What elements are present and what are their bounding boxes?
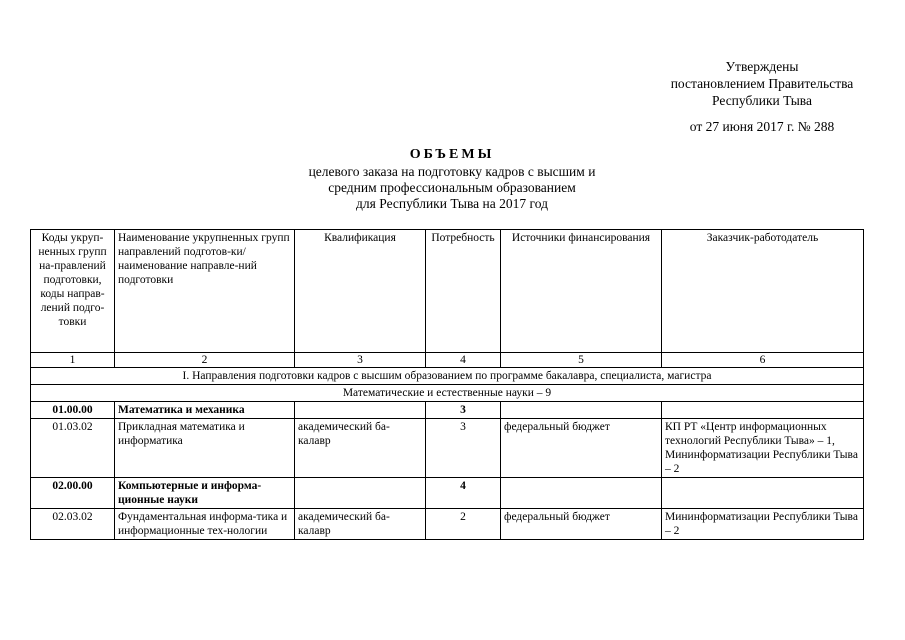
row-code: 01.03.02 (31, 419, 115, 478)
row-employer: КП РТ «Центр информационных технологий Республики Тыва» – 1, Мининформатизации Республики Тыва – 2 (662, 419, 864, 478)
document-heading (232, 146, 672, 212)
row-code: 02.00.00 (31, 478, 115, 509)
table-row (31, 419, 864, 478)
column-number: 6 (662, 353, 864, 368)
row-name: Компьютерные и информа-ционные науки (115, 478, 295, 509)
approval-line-3: Республики Тыва (712, 93, 812, 108)
approval-block (652, 58, 872, 135)
section-title: I. Направления подготовки кадров с высшим образованием по программе бакалавра, специалиста, магистра (31, 368, 864, 385)
row-name: Математика и механика (115, 402, 295, 419)
title-line-1: целевого заказа на подготовку кадров с высшим и (308, 164, 596, 179)
subsection-row (31, 385, 864, 402)
column-number: 4 (426, 353, 501, 368)
row-employer: Мининформатизации Республики Тыва – 2 (662, 509, 864, 540)
approval-line-2: постановлением Правительства (670, 76, 854, 91)
section-row (31, 368, 864, 385)
header-codes: Коды укруп-ненных групп на-правлений подготовки, коды направ-лений подго-товки (31, 230, 115, 353)
column-number: 1 (31, 353, 115, 368)
row-need: 3 (426, 402, 501, 419)
subsection-title: Математические и естественные науки – 9 (31, 385, 864, 402)
column-number-row (31, 353, 864, 368)
row-need: 4 (426, 478, 501, 509)
column-number: 5 (501, 353, 662, 368)
row-qualification: академический ба-калавр (295, 509, 426, 540)
approval-line-1: Утверждены (725, 59, 799, 74)
header-qualification: Квалификация (295, 230, 426, 353)
row-funding (501, 402, 662, 419)
row-need: 2 (426, 509, 501, 540)
column-number: 3 (295, 353, 426, 368)
row-funding: федеральный бюджет (501, 509, 662, 540)
title-line-3: для Республики Тыва на 2017 год (356, 196, 548, 211)
title-line-2: средним профессиональным образованием (328, 180, 576, 195)
column-number: 2 (115, 353, 295, 368)
row-qualification (295, 402, 426, 419)
table-header-row (31, 230, 864, 353)
header-funding: Источники финансирования (501, 230, 662, 353)
orders-table (30, 229, 864, 540)
row-code: 02.03.02 (31, 509, 115, 540)
header-name: Наименование укрупненных групп направлений подготов-ки/ наименование направле-ний подготовки (115, 230, 295, 353)
row-qualification: академический ба-калавр (295, 419, 426, 478)
row-funding (501, 478, 662, 509)
header-employer: Заказчик-работодатель (662, 230, 864, 353)
table-row (31, 402, 864, 419)
row-funding: федеральный бюджет (501, 419, 662, 478)
approval-date: от 27 июня 2017 г. № 288 (689, 119, 835, 134)
document-title: ОБЪЕМЫ (409, 147, 495, 162)
row-code: 01.00.00 (31, 402, 115, 419)
table-row (31, 509, 864, 540)
header-need: Потребность (426, 230, 501, 353)
row-employer (662, 478, 864, 509)
row-name: Прикладная математика и информатика (115, 419, 295, 478)
row-qualification (295, 478, 426, 509)
row-need: 3 (426, 419, 501, 478)
row-employer (662, 402, 864, 419)
row-name: Фундаментальная информа-тика и информационные тех-нологии (115, 509, 295, 540)
table-row (31, 478, 864, 509)
